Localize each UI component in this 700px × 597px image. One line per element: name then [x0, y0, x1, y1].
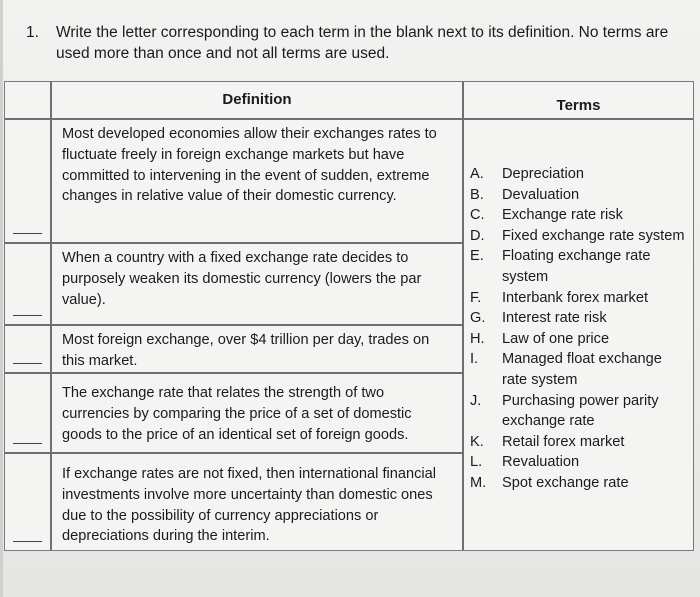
definition-cell-2: When a country with a fixed exchange rate decides to purposely weaken its domestic currency (lowers the par value). — [52, 244, 462, 326]
term-letter: J. — [470, 392, 482, 409]
term-item — [464, 288, 693, 309]
term-item — [464, 329, 693, 350]
definition-cell-3: Most foreign exchange, over $4 trillion per day, trades on this market. — [52, 326, 462, 374]
definition-cell-4: The exchange rate that relates the strength of two currencies by comparing the price of a set of domestic goods to the price of an identical set of foreign goods. — [52, 374, 462, 454]
term-name: Interbank forex market — [502, 289, 649, 306]
term-item — [464, 452, 693, 473]
term-letter: G. — [470, 310, 486, 327]
terms-header: Terms — [556, 97, 601, 114]
term-name: Floating exchange rate system — [502, 248, 651, 285]
term-letter: H. — [470, 330, 485, 347]
term-letter: C. — [470, 207, 485, 224]
term-name: Spot exchange rate — [502, 474, 629, 491]
term-name: Purchasing power parity exchange rate — [502, 392, 659, 430]
matching-table — [4, 81, 694, 551]
term-letter: L. — [470, 454, 483, 471]
term-letter: K. — [470, 433, 484, 450]
answer-blank-5[interactable] — [5, 454, 50, 550]
term-name: Fixed exchange rate system — [502, 227, 685, 244]
blank-underline — [13, 443, 42, 444]
terms-list — [464, 164, 693, 494]
definition-header: Definition — [222, 91, 292, 108]
blank-underline — [13, 315, 42, 316]
term-name: Law of one price — [502, 330, 610, 347]
term-item — [464, 391, 693, 432]
term-name: Managed float exchange rate system — [502, 351, 662, 388]
term-name: Devaluation — [502, 186, 580, 203]
blank-underline — [13, 363, 42, 364]
term-item — [464, 432, 693, 453]
term-item — [464, 246, 693, 287]
term-letter: A. — [470, 166, 484, 182]
table-header-row — [5, 82, 693, 120]
question-text: Write the letter corresponding to each term in the blank next to its definition. No terms are used more than once and not all terms are used. — [56, 24, 669, 62]
answer-blank-4[interactable] — [5, 374, 50, 454]
term-letter: F. — [470, 289, 482, 306]
page-edge-shadow — [0, 0, 3, 597]
answer-blank-2[interactable] — [5, 244, 50, 326]
term-letter: M. — [470, 474, 487, 491]
answer-blank-3[interactable] — [5, 326, 50, 374]
question — [26, 22, 696, 64]
definition-cell-1: Most developed economies allow their exchanges rates to fluctuate freely in foreign exchange markets but have committed to intervening in the event of sudden, extreme changes in relative value of their domestic currency. — [52, 120, 462, 244]
term-name: Depreciation — [502, 166, 584, 182]
answer-blank-1[interactable] — [5, 120, 50, 244]
term-item — [464, 164, 693, 185]
term-letter: B. — [470, 186, 484, 203]
blank-underline — [13, 541, 42, 542]
question-number: 1. — [26, 24, 39, 41]
term-name: Retail forex market — [502, 433, 625, 450]
term-name: Exchange rate risk — [502, 207, 623, 224]
blank-underline — [13, 233, 42, 234]
term-item — [464, 226, 693, 247]
term-item — [464, 349, 693, 390]
term-letter: E. — [470, 248, 484, 265]
term-item — [464, 205, 693, 226]
term-item — [464, 473, 693, 494]
term-name: Interest rate risk — [502, 310, 607, 327]
term-item — [464, 185, 693, 206]
definition-cell-5: If exchange rates are not fixed, then international financial investments involve more uncertainty than domestic ones due to the possibility of currency appreciations or depreciations during the interim. — [62, 466, 437, 545]
term-letter: I. — [470, 351, 479, 368]
term-name: Revaluation — [502, 454, 580, 471]
term-item — [464, 308, 693, 329]
term-letter: D. — [470, 227, 485, 244]
